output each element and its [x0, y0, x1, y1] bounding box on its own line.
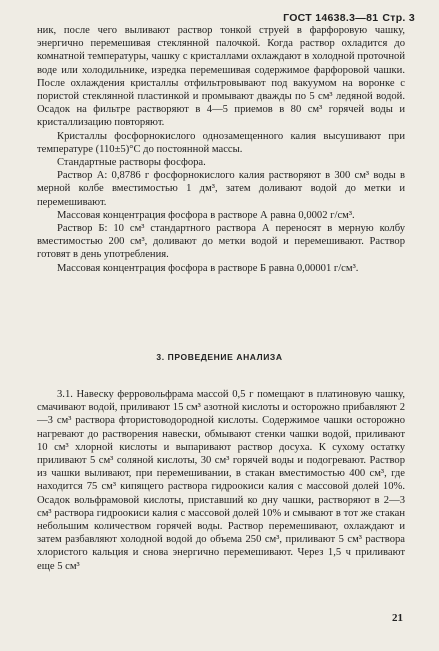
paragraph: Раствор А: 0,8786 г фосфорнокислого калия растворяют в 300 см³ воды в мерной колбе вместимостью 1 дм³, затем доливают водой до метки и перемешивают.	[37, 170, 405, 208]
paragraph: Массовая концентрация фосфора в растворе А равна 0,0002 г/см³.	[57, 209, 355, 221]
page-label: Стр. 3	[382, 12, 415, 24]
paragraph: Стандартные растворы фосфора.	[57, 157, 206, 169]
top-text-block	[37, 24, 405, 275]
paragraph: Раствор Б: 10 см³ стандартного раствора А переносят в мерную колбу вместимостью 200 см³, доливают до метки водой и перемешивают. Раствор готовят в день употребления.	[37, 223, 405, 261]
paragraph: 3.1. Навеску ферровольфрама массой 0,5 г помещают в платиновую чашку, смачивают водой, приливают 15 см³ азотной кислоты и осторожно прибавляют 2—3 см³ раствора фтористоводородной кислоты. Содержимое чашки осторожно нагревают до растворения навески, обмывают стенки чашки водой, приливают 10 см³ хлорной кислоты и выпаривают раствор досуха. К сухому остатку приливают 5 см³ соляной кислоты, 30 см³ горячей воды и подогревают. Раствор из чашки выливают, при перемешивании, в стакан вместимостью 400 см³, где находится 75 см³ кипящего раствора гидроокиси калия с массовой долей 10%. Осадок вольфрамовой кислоты, приставший ко дну чашки, растворяют в 2—3 см³ раствора гидроокиси калия с массовой долей 10% и смывают в тот же стакан небольшим количеством горячей воды. Раствор перемешивают, охлаждают и затем разбавляют холодной водой до объема 250 см³, приливают 5 см³ раствора хлористого кальция и снова энергично перемешивают. Через 1,5 ч приливают еще 5 см³	[37, 389, 405, 572]
paragraph: Кристаллы фосфорнокислого однозамещенного калия высушивают при температуре (110±5)°С до постоянной массы.	[37, 130, 405, 155]
section-heading: 3. ПРОВЕДЕНИЕ АНАЛИЗА	[156, 352, 283, 362]
page-number: 21	[392, 612, 403, 624]
standard-number: ГОСТ 14638.3—81	[283, 12, 379, 24]
page-header	[283, 12, 415, 24]
paragraph: Массовая концентрация фосфора в растворе Б равна 0,00001 г/см³.	[57, 262, 359, 274]
paragraph: ник, после чего выливают раствор тонкой струей в фарфоровую чашку, энергично перемешивая стеклянной палочкой. Когда раствор охладится до комнатной температуры, чашку с кристаллами охлаждают в холодной проточной воде или холодильнике, изредка перемешивая содержимое фарфоровой чашки. После охлаждения кристаллы отфильтровывают под вакуумом на воронке с пористой стеклянной пластинкой и промывают дважды по 5 см³ ледяной водой. Осадок на фильтре растворяют в 4—5 приемов в 80 см³ горячей воды и кристаллизацию повторяют.	[37, 25, 405, 129]
bottom-text-block	[37, 388, 405, 573]
